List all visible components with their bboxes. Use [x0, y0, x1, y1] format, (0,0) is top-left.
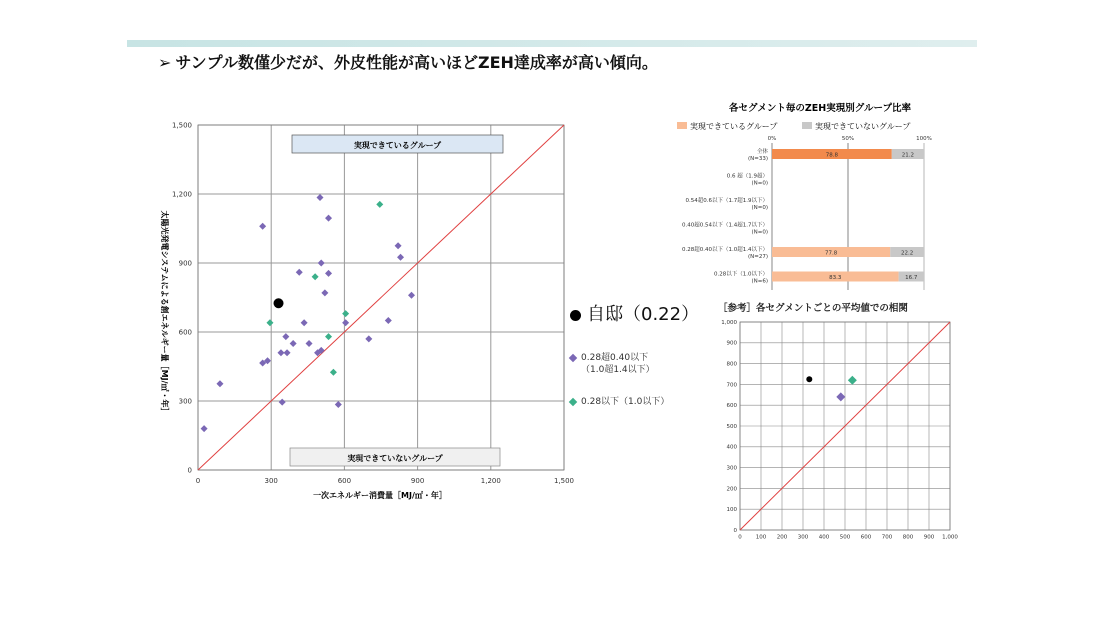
x-tick-label: 800: [902, 534, 914, 541]
data-point-diamond: [277, 349, 284, 356]
bar-category-label: 0.28超0.40以下（1.0超1.4以下）: [682, 247, 768, 253]
data-point-diamond: [284, 349, 291, 356]
purple-diamond-icon: [569, 353, 577, 361]
data-point-diamond: [282, 333, 289, 340]
y-tick-label: 300: [726, 465, 737, 472]
main-chart-points: [201, 194, 415, 432]
bar-chart-title: 各セグメント毎のZEH実現別グループ比率: [729, 103, 911, 114]
bar-category-count: (N=6): [751, 278, 768, 285]
y-tick-label: 900: [726, 340, 737, 347]
data-point-diamond: [342, 310, 349, 317]
bar-category-count: (N=27): [747, 254, 768, 260]
reference-chart-ticks: [721, 320, 958, 541]
y-tick-label: 200: [726, 486, 737, 493]
main-chart-x-label: 一次エネルギー消費量［MJ/㎡・年］: [313, 491, 447, 500]
bar-category-label: 0.54超0.6以下（1.7超1.9以下）: [685, 198, 768, 204]
data-point-diamond: [301, 319, 308, 326]
legend-green-line1: 0.28以下（1.0以下）: [581, 397, 670, 407]
y-tick-label: 700: [726, 382, 737, 389]
x-tick-label: 900: [923, 534, 935, 541]
x-tick-label: 1,500: [553, 477, 575, 485]
reference-chart-points: [806, 376, 857, 402]
data-point-diamond: [259, 223, 266, 230]
legend-purple: [570, 352, 655, 376]
segment-bar-chart: [672, 98, 942, 298]
green-diamond-icon: [569, 397, 577, 405]
x-tick-label: 900: [410, 477, 425, 485]
data-point-diamond: [325, 215, 332, 222]
black-circle-icon: [570, 310, 581, 321]
bar-category-label: 0.28以下（1.0以下）: [714, 271, 768, 278]
y-tick-label: 1,200: [171, 190, 192, 199]
data-point-diamond: [266, 319, 273, 326]
bar-category-label: 全体: [756, 149, 768, 155]
bar-x-tick-label: 100%: [916, 136, 932, 142]
data-point-diamond: [397, 254, 404, 261]
bar-value-label: 83.3: [829, 275, 842, 281]
x-tick-label: 0: [738, 534, 742, 541]
data-point-diamond: [290, 340, 297, 347]
data-point-diamond: [296, 269, 303, 276]
x-tick-label: 1,200: [480, 477, 501, 485]
data-point-diamond: [330, 369, 337, 376]
region-label-lower: 実現できていないグループ: [347, 454, 443, 463]
reference-chart-title: ［参考］各セグメントごとの平均値での相関: [718, 303, 908, 314]
y-tick-label: 900: [178, 259, 192, 268]
y-tick-label: 600: [178, 328, 192, 337]
data-point-diamond: [306, 340, 313, 347]
data-point-diamond: [848, 376, 857, 385]
main-chart-y-label: 太陽光発電システムによる創エネルギー量［MJ/㎡・年］: [160, 210, 169, 416]
x-tick-label: 200: [776, 534, 788, 541]
main-chart-ticks: [172, 121, 574, 485]
reference-line: [198, 125, 564, 470]
legend-green: [570, 396, 669, 408]
y-tick-label: 400: [726, 444, 737, 451]
y-tick-label: 800: [726, 361, 737, 368]
main-chart-reference-line: [198, 125, 564, 470]
page-headline: [158, 50, 658, 73]
x-tick-label: 400: [818, 534, 830, 541]
bar-x-tick-label: 50%: [841, 136, 855, 142]
data-point-diamond: [385, 317, 392, 324]
bar-category-count: (N=0): [751, 180, 768, 187]
legend-swatch-achieved: [677, 122, 687, 129]
bar-value-label: 16.7: [905, 275, 918, 281]
bar-value-label: 77.8: [825, 250, 838, 257]
data-point-diamond: [279, 399, 286, 406]
x-tick-label: 300: [797, 534, 809, 541]
data-point-diamond: [395, 242, 402, 249]
y-tick-label: 600: [726, 403, 737, 410]
x-tick-label: 700: [881, 534, 893, 541]
x-tick-label: 100: [755, 534, 767, 541]
data-point-circle: [274, 298, 284, 308]
y-tick-label: 1,000: [721, 319, 737, 326]
y-tick-label: 0: [187, 466, 192, 475]
data-point-diamond: [408, 292, 415, 299]
x-tick-label: 600: [860, 534, 872, 541]
bar-value-label: 21.2: [901, 152, 915, 159]
data-point-diamond: [317, 194, 324, 201]
y-tick-label: 300: [178, 397, 192, 406]
x-tick-label: 600: [337, 477, 352, 485]
data-point-diamond: [342, 319, 349, 326]
region-label-upper: 実現できているグループ: [353, 141, 442, 150]
bullet-arrow-icon: ➢: [158, 53, 172, 72]
x-tick-label: 1,000: [942, 534, 958, 541]
x-tick-label: 0: [195, 477, 201, 485]
legend-text-not-achieved: 実現できていないグループ: [815, 122, 911, 131]
legend-swatch-not-achieved: [802, 122, 812, 129]
legend-text-achieved: 実現できているグループ: [690, 122, 778, 131]
legend-purple-line2: （1.0超1.4以下）: [581, 365, 655, 375]
data-point-diamond: [312, 273, 319, 280]
bar-category-label: 0.40超0.54以下（1.4超1.7以下）: [682, 222, 768, 229]
legend-purple-line1: 0.28超0.40以下: [581, 353, 649, 363]
y-tick-label: 500: [726, 423, 737, 430]
headline-text: サンプル数僅少だが、外皮性能が高いほどZEH達成率が高い傾向。: [175, 53, 658, 72]
data-point-diamond: [216, 380, 223, 387]
bar-category-label: 0.6 超（1.9超）: [726, 173, 768, 180]
data-point-diamond: [318, 260, 325, 267]
data-point-diamond: [335, 401, 342, 408]
data-point-diamond: [321, 289, 328, 296]
data-point-diamond: [365, 335, 372, 342]
y-tick-label: 0: [733, 527, 737, 534]
x-tick-label: 500: [839, 534, 851, 541]
y-tick-label: 1,500: [171, 121, 192, 130]
main-scatter-chart: [150, 115, 580, 510]
bar-value-label: 78.8: [825, 152, 839, 159]
data-point-diamond: [201, 425, 208, 432]
bar-category-count: (N=0): [751, 205, 768, 211]
reference-scatter-chart: [712, 316, 962, 546]
data-point-diamond: [376, 201, 383, 208]
bar-x-tick-label: 0%: [767, 136, 777, 142]
data-point-circle: [806, 376, 812, 382]
bar-category-count: (N=0): [751, 229, 768, 236]
self-home-legend: [570, 300, 699, 326]
data-point-diamond: [836, 392, 845, 401]
self-home-label: 自邸（0.22）: [587, 304, 700, 325]
data-point-diamond: [325, 333, 332, 340]
y-tick-label: 100: [726, 507, 737, 514]
x-tick-label: 300: [264, 477, 278, 485]
bar-category-count: (N=33): [747, 156, 768, 162]
top-accent-bar: [127, 40, 977, 47]
bar-chart-body: [682, 136, 932, 290]
bar-value-label: 22.2: [901, 250, 914, 257]
data-point-diamond: [325, 270, 332, 277]
